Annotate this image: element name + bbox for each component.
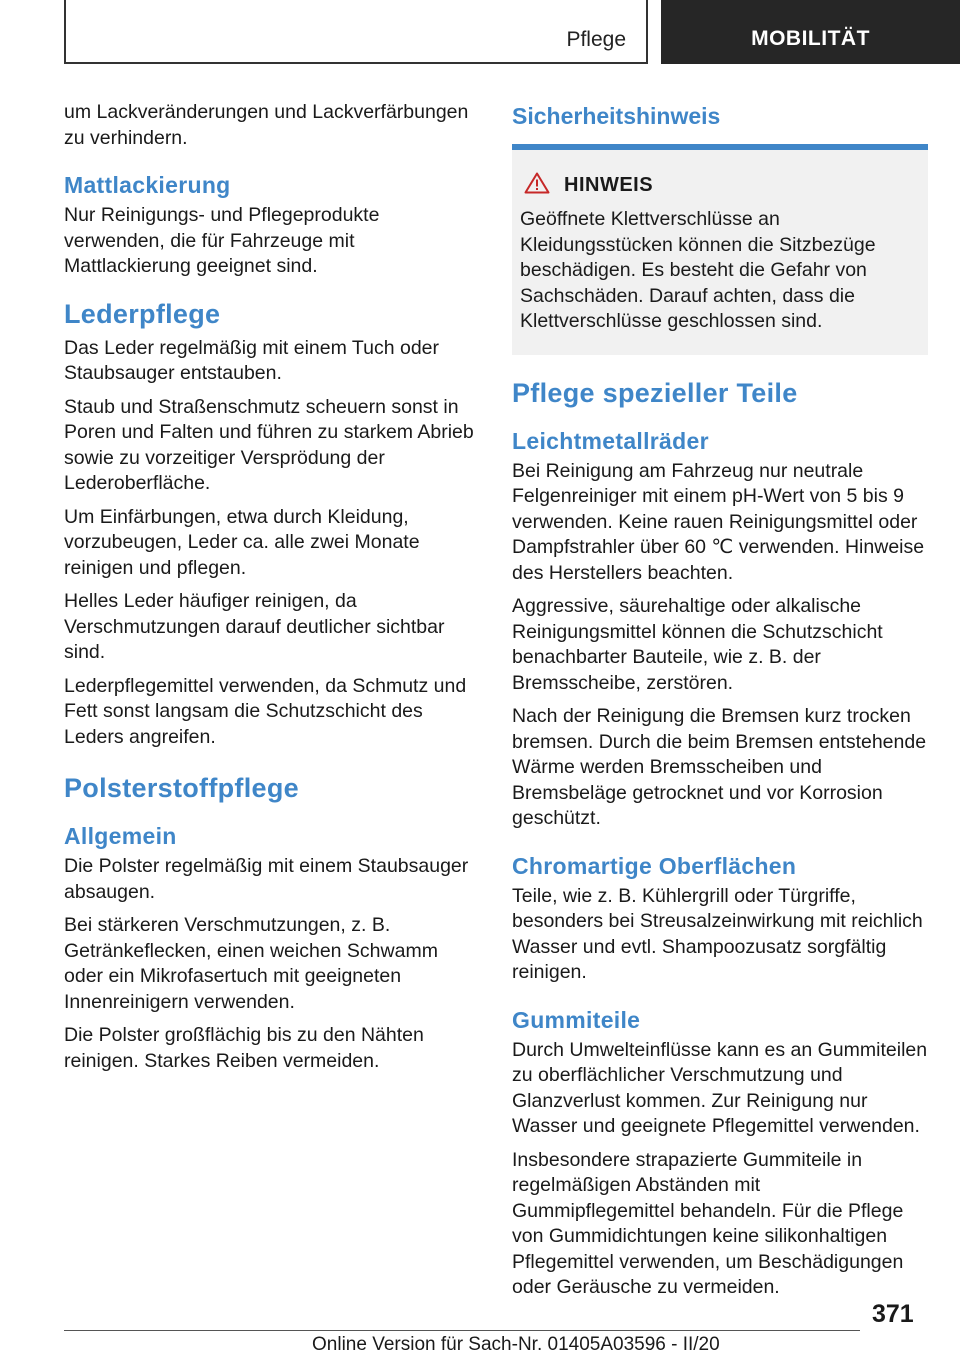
alu-paragraph-1: Bei Reinigung am Fahrzeug nur neutrale Felgenreiniger mit einem pH-Wert von 5 bis 9 verwenden. Keine rauen Reinigungsmittel oder Dampfstrahler über 60 ℃ verwenden. Hinweise des Herstellers beachten.: [512, 459, 925, 584]
polster-subheading: Allgemein: [64, 823, 177, 849]
right-column: [512, 100, 928, 1309]
leder-paragraph-4: Helles Leder häufiger reinigen, da Verschmutzungen darauf deutlicher sichtbar sind.: [64, 590, 445, 663]
leder-paragraph-1: Das Leder regelmäßig mit einem Tuch oder Staubsauger entstauben.: [64, 336, 440, 384]
leder-paragraph-2: Staub und Straßenschmutz scheuern sonst in Poren und Falten und führen zu starkem Abrieb sowie zu vorzeitiger Versprödung der Lederoberfläche.: [64, 395, 474, 494]
notice-label: HINWEIS: [564, 174, 654, 196]
footer-divider: [64, 1330, 860, 1331]
gummi-paragraph-2: Insbesondere strapazierte Gummiteile in regelmäßigen Abständen mit Gummipflegemittel behandeln. Für die Pflege von Gummidichtungen keine silikonhaltigen Pflegemittel verwenden, um Beschädigungen oder Geräusche zu vermeiden.: [512, 1148, 904, 1298]
chrom-paragraph-1: Teile, wie z. B. Kühlergrill oder Türgriffe, besonders bei Streusalzeinwirkung mit reichlich Wasser und evtl. Shampoozusatz sorgfältig reinigen.: [512, 884, 923, 983]
header-section-title: Pflege: [566, 28, 626, 51]
header-chapter-tab: MOBILITÄT: [661, 0, 960, 64]
warning-triangle-icon: [524, 172, 550, 199]
alu-heading: Leichtmetallräder: [512, 427, 709, 454]
footer-version-text: Online Version für Sach-Nr. 01405A03596 - II/20: [312, 1334, 720, 1355]
chrom-heading: Chromartige Oberflächen: [512, 852, 797, 879]
gummi-paragraph-1: Durch Umwelteinflüsse kann es an Gummiteilen zu oberflächlicher Verschmutzung und Glanzverlust kommen. Zur Reinigung nur Wasser und geeignete Pflegemittel verwenden.: [512, 1038, 928, 1137]
leder-paragraph-3: Um Einfärbungen, etwa durch Kleidung, vorzubeugen, Leder ca. alle zwei Monate reinigen und pflegen.: [64, 505, 420, 579]
mattlack-paragraph: Nur Reinigungs- und Pflegeprodukte verwenden, die für Fahrzeuge mit Mattlackierung geeignet sind.: [64, 204, 380, 277]
notice-header: [520, 172, 920, 199]
leder-heading: Lederpflege: [64, 298, 221, 329]
leder-paragraph-5: Lederpflegemittel verwenden, da Schmutz und Fett sonst langsam die Schutzschicht des Leders angreifen.: [64, 674, 467, 748]
polster-paragraph-3: Die Polster großflächig bis zu den Nähten reinigen. Starkes Reiben vermeiden.: [64, 1024, 424, 1072]
gummi-heading: Gummiteile: [512, 1006, 641, 1033]
page-number: 371: [872, 1300, 914, 1328]
alu-paragraph-3: Nach der Reinigung die Bremsen kurz trocken bremsen. Durch die beim Bremsen entstehende Wärme werden Bremsscheiben und Bremsbeläge getrocknet und vor Korrosion geschützt.: [512, 705, 927, 829]
header-frame: [64, 0, 648, 64]
polster-heading: Polsterstoffpflege: [64, 773, 299, 803]
notice-text: Geöffnete Klettverschlüsse an Kleidungsstücken können die Sitzbezüge beschädigen. Es besteht die Gefahr von Sachschäden. Darauf achten, dass die Klettverschlüsse geschlossen sind.: [520, 208, 876, 332]
safety-notice-box: [512, 150, 928, 355]
mattlack-heading: Mattlackierung: [64, 172, 231, 198]
polster-paragraph-2: Bei stärkeren Verschmutzungen, z. B. Getränkeflecken, einen weichen Schwamm oder ein Mikrofasertuch mit geeigneten Innenreinigern verwenden.: [64, 914, 438, 1013]
left-column: [64, 100, 480, 1082]
intro-paragraph: um Lackveränderungen und Lackverfärbungen zu verhindern.: [64, 101, 469, 149]
teile-heading: Pflege spezieller Teile: [512, 377, 798, 408]
safety-heading: Sicherheitshinweis: [512, 103, 721, 129]
polster-paragraph-1: Die Polster regelmäßig mit einem Staubsauger absaugen.: [64, 855, 469, 903]
alu-paragraph-2: Aggressive, säurehaltige oder alkalische Reinigungsmittel können die Schutzschicht benachbarter Bauteile, wie z. B. der Bremsscheibe, zerstören.: [512, 595, 883, 694]
